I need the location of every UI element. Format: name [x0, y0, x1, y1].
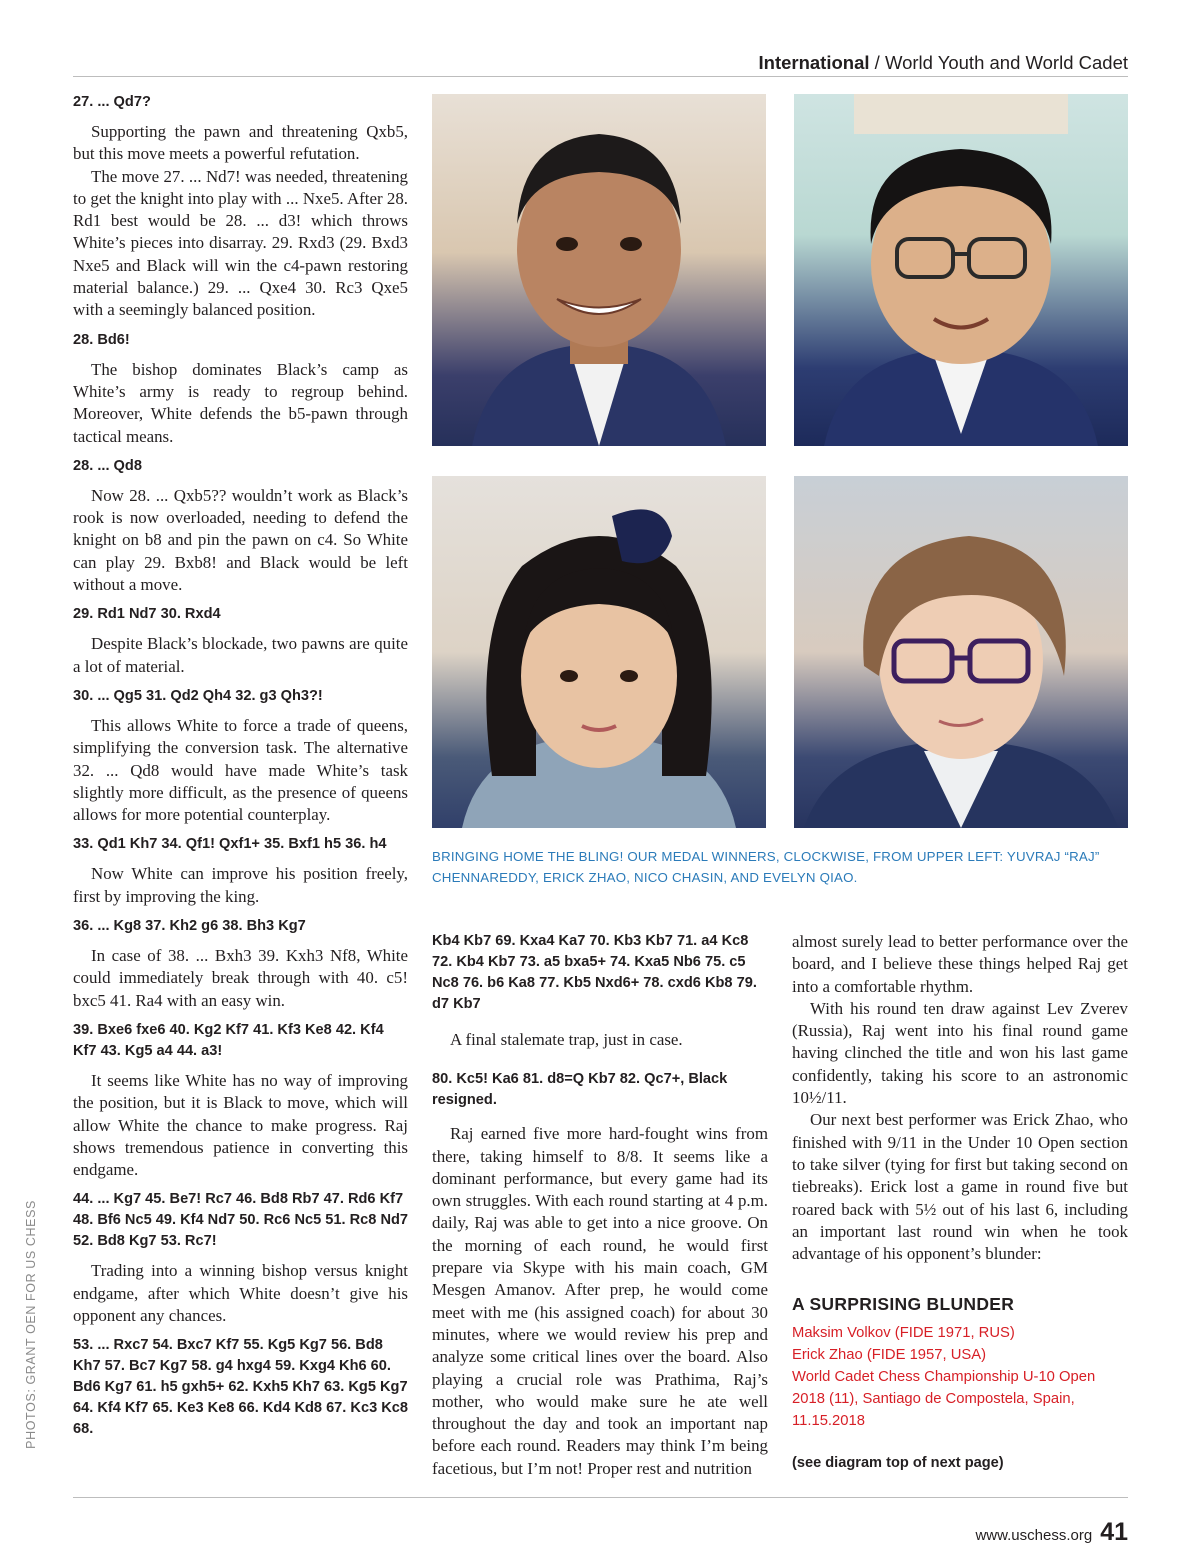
move-line: 27. ... Qd7?	[73, 94, 151, 110]
photo-credit: PHOTOS: GRANT OEN FOR US CHESS	[24, 1200, 38, 1449]
column-3	[792, 931, 1128, 1474]
game-white-player: Maksim Volkov (FIDE 1971, RUS)	[792, 1324, 1015, 1341]
paragraph: The move 27. ... Nd7! was needed, threatening to get the knight into play with ... Nxe5. After 28. Rd1 best would be 28. ... d3! which throws White’s pieces into disarray. 29. Rxd3 (29. Bxd3 Nxe5 and Black will win the c4-pawn restoring material balance.) 29. ... Qxe4 30. Rc3 Qxe5 with a seemingly balanced position.	[73, 166, 408, 320]
portrait-illustration	[432, 476, 766, 828]
portrait-illustration	[432, 94, 766, 446]
move-line: 33. Qd1 Kh7 34. Qf1! Qxf1+ 35. Bxf1 h5 36. h4	[73, 836, 387, 853]
paragraph: Now 28. ... Qxb5?? wouldn’t work as Black’s rook is now overloaded, needing to defend the knight on b8 and pin the pawn on c4. So White can play 29. Bxb8! and Black would be left without a move.	[73, 485, 408, 595]
header-subsection: World Youth and World Cadet	[884, 52, 1128, 73]
column-2	[432, 931, 768, 1488]
move-line: 44. ... Kg7 45. Be7! Rc7 46. Bd8 Rb7 47. Rd6 Kf7 48. Bf6 Nc5 49. Kf4 Nd7 50. Rc6 Nc5 51. Rc8 Nd7 52. Bd8 Kg7 53. Rc7!	[73, 1191, 409, 1250]
paragraph: With his round ten draw against Lev Zverev (Russia), Raj went into his final round game having clinched the title and won his last game confidently, taking his score to an astronomic 10½/11.	[792, 998, 1128, 1108]
portrait-illustration	[794, 94, 1128, 446]
game-heading: A SURPRISING BLUNDER	[792, 1294, 1015, 1315]
photo-evelyn-qiao	[432, 476, 766, 828]
paragraph: In case of 38. ... Bxh3 39. Kxh3 Nf8, White could immediately break through with 40. c5! bxc5 41. Ra4 with an easy win.	[73, 946, 408, 1010]
photo-erick-zhao	[794, 94, 1128, 446]
paragraph: A final stalemate trap, just in case.	[450, 1030, 683, 1049]
footer-rule	[73, 1497, 1128, 1498]
move-line: 28. ... Qd8	[73, 457, 142, 474]
photo-nico-chasin	[794, 476, 1128, 828]
move-line: 80. Kc5! Ka6 81. d8=Q Kb7 82. Qc7+, Black resigned.	[432, 1071, 728, 1109]
footer-url[interactable]: www.uschess.org	[975, 1527, 1093, 1544]
header-rule	[73, 76, 1128, 77]
move-line: 28. Bd6!	[73, 331, 130, 348]
paragraph: Now White can improve his position freely, first by improving the king.	[73, 864, 408, 906]
header-section: International	[758, 52, 870, 73]
page-footer	[975, 1518, 1128, 1558]
running-header	[73, 50, 1128, 76]
move-line: Kb4 Kb7 69. Kxa4 Ka7 70. Kb3 Kb7 71. a4 Kc8 72. Kb4 Kb7 73. a5 bxa5+ 74. Kxa5 Nb6 75. c5 Nc8 76. b6 Ka8 77. Kb5 Nxd6+ 78. cxd6 Kb8 79. d7 Kb7	[432, 933, 757, 1012]
paragraph: Our next best performer was Erick Zhao, who finished with 9/11 in the Under 10 Open section to take silver (tying for first but taking second on tiebreaks). Erick lost a game in round five but roared back with 5½ out of his last 6, including an important last round win when he took advantage of his opponent’s blunder:	[792, 1110, 1128, 1264]
header-separator: /	[869, 52, 885, 73]
paragraph: Raj earned five more hard-fought wins from there, taking himself to 8/8. It seems like a dominant performance, but every game had its own struggles. With each round starting at 4 p.m. daily, Raj was able to get into a nice groove. On the morning of each round, he would first prepare via Skype with his main coach, GM Mesgen Amanov. After prep, he would come meet with me (his assigned coach) for about 30 minutes, where we would review his prep and analyze some critical lines over the board. Also playing a crucial role was Prathima, Raj’s mother, who would make sure he ate well throughout the day and took an important nap before each round. Readers may think I’m being facetious, but I’m not! Proper rest and nutrition	[432, 1124, 768, 1478]
column-1	[73, 92, 408, 1448]
move-line: 30. ... Qg5 31. Qd2 Qh4 32. g3 Qh3?!	[73, 687, 323, 704]
paragraph: Supporting the pawn and threatening Qxb5, but this move meets a powerful refutation.	[73, 122, 408, 164]
game-black-player: Erick Zhao (FIDE 1957, USA)	[792, 1346, 987, 1363]
game-event: World Cadet Chess Championship U-10 Open 2018 (11), Santiago de Compostela, Spain, 11.15.2018	[792, 1368, 1096, 1429]
paragraph: The bishop dominates Black’s camp as White’s army is ready to regroup behind. Moreover, White defends the b5-pawn through tactical means.	[73, 359, 408, 446]
move-line: 39. Bxe6 fxe6 40. Kg2 Kf7 41. Kf3 Ke8 42. Kf4 Kf7 43. Kg5 a4 44. a3!	[73, 1021, 384, 1059]
move-line: 29. Rd1 Nd7 30. Rxd4	[73, 606, 221, 623]
page-number: 41	[1100, 1518, 1128, 1546]
photo-yuvraj-chennareddy	[432, 94, 766, 446]
paragraph: It seems like White has no way of improving the position, but it is Black to move, which will allow White the chance to make progress. Raj shows tremendous patience in converting this endgame.	[73, 1070, 408, 1180]
paragraph: Trading into a winning bishop versus knight endgame, after which White doesn’t give his opponent any chances.	[73, 1261, 408, 1325]
move-line: 53. ... Rxc7 54. Bxc7 Kf7 55. Kg5 Kg7 56. Bd8 Kh7 57. Bc7 Kg7 58. g4 hxg4 59. Kxg4 Kh6 60. Bd6 Kg7 61. h5 gxh5+ 62. Kxh5 Kh7 63. Kg5 Kg7 64. Kf4 Kf7 65. Ke3 Ke8 66. Kd4 Kd8 67. Kc3 Kc8 68.	[73, 1337, 409, 1438]
paragraph: This allows White to force a trade of queens, simplifying the conversion task. The alternative 32. ... Qd8 would have made White’s task slightly more difficult, as the presence of queens allows for more potential counterplay.	[73, 715, 408, 825]
photo-caption: BRINGING HOME THE BLING! OUR MEDAL WINNERS, CLOCKWISE, FROM UPPER LEFT: YUVRAJ “RAJ” CHENNAREDDY, ERICK ZHAO, NICO CHASIN, AND EVELYN QIAO.	[432, 849, 1100, 885]
move-line: 36. ... Kg8 37. Kh2 g6 38. Bh3 Kg7	[73, 918, 306, 935]
paragraph: almost surely lead to better performance over the board, and I believe these things helped Raj get into a comfortable rhythm.	[792, 932, 1128, 996]
paragraph: Despite Black’s blockade, two pawns are quite a lot of material.	[73, 634, 408, 676]
portrait-illustration	[794, 476, 1128, 828]
diagram-reference: (see diagram top of next page)	[792, 1454, 1004, 1471]
